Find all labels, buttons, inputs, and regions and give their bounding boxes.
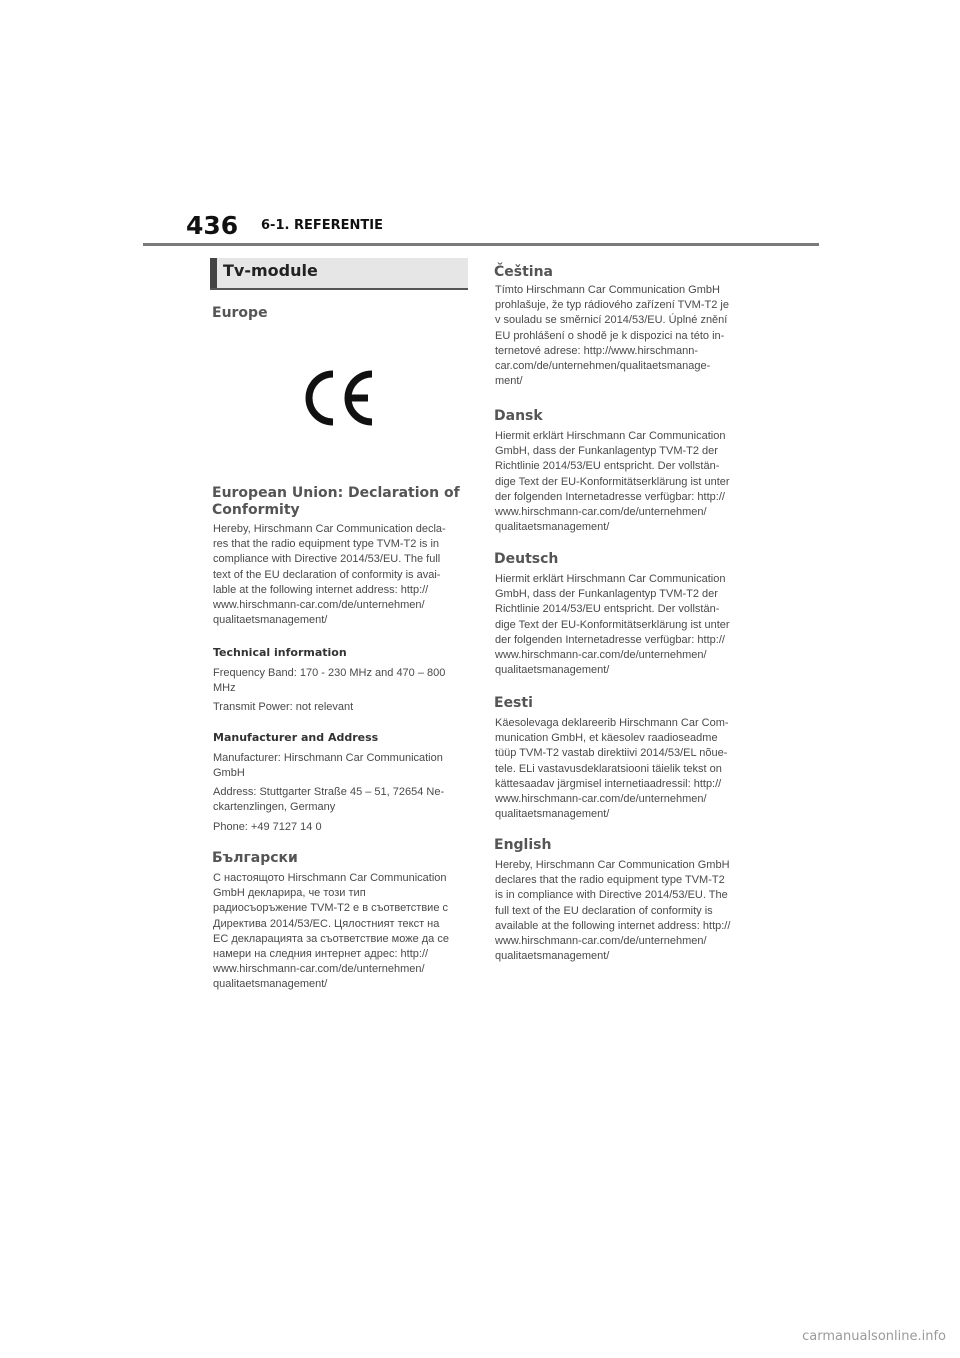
english-heading: English (494, 837, 552, 853)
german-text: Hiermit erklärt Hirschmann Car Communication GmbH, dass der Funkanlagentyp TVM-T2 der Richtlinie 2014/53/EU entspricht. Der vollstän- dige Text der EU-Konformitätserklärung ist unter der folgenden Internetadresse verfügbar: http:// www.hirschmann-car.com/de/unternehmen/ qualitaetsmanagement/ (495, 573, 730, 677)
europe-heading: Europe (212, 305, 268, 321)
frequency-band-text: Frequency Band: 170 - 230 MHz and 470 – 800 MHz (213, 667, 446, 695)
czech-heading: Čeština (494, 264, 554, 280)
eu-declaration-heading: European Union: Declaration of Conformity (212, 485, 460, 518)
bulgarian-text: С настоящото Hirschmann Car Communication GmbH декларира, че този тип радиосъоръжение TVM-T2 е в съответствие с Директива 2014/53/ЕС. Цялостният текст на ЕС декларацията за съответствие може да се намери на следния интернет адрес: http:// www.hirschmann-car.com/de/unternehmen/ qualitaetsmanagement/ (213, 872, 449, 991)
danish-heading: Dansk (494, 408, 543, 424)
estonian-heading: Eesti (494, 695, 533, 711)
manufacturer-heading: Manufacturer and Address (213, 731, 379, 744)
transmit-power-text: Transmit Power: not relevant (213, 701, 354, 713)
manufacturer-name-text: Manufacturer: Hirschmann Car Communication GmbH (213, 752, 443, 780)
danish-text: Hiermit erklärt Hirschmann Car Communication GmbH, dass der Funkanlagentyp TVM-T2 der Richtlinie 2014/53/EU entspricht. Der vollstän- dige Text der EU-Konformitätserklärung ist unter der folgenden Internetadresse verfügbar: http:// www.hirschmann-car.com/de/unternehmen/ qualitaetsmanagement/ (495, 430, 730, 534)
section-title: 6-1. REFERENTIE (261, 218, 383, 233)
english-text: Hereby, Hirschmann Car Communication GmbH declares that the radio equipment type TVM-T2 is in compliance with Directive 2014/53/EU. The full text of the EU declaration of conformity is available at the following internet address: http:// www.hirschmann-car.com/de/unternehmen/ qualitaetsmanagement/ (495, 859, 731, 963)
czech-text: Tímto Hirschmann Car Communication GmbH prohlašuje, že typ rádiového zařízení TVM-T2 je v souladu se směrnicí 2014/53/EU. Úplné znění EU prohlášení o shodě je k dispozici na této in- ternetové adrese: http://www.hirschmann- car.com/de/unternehmen/qualitaetsmanage- ment/ (495, 284, 729, 388)
watermark: carmanualsonline.info (802, 1329, 946, 1344)
estonian-text: Käesolevaga deklareerib Hirschmann Car Com- munication GmbH, et käesolev raadioseadme tüüp TVM-T2 vastab direktiivi 2014/53/EL nõue- tele. ELi vastavusdeklaratsiooni täielik tekst on kättesaadav järgmisel internetiaadressil: http:// www.hirschmann-car.com/de/unternehmen/ qualitaetsmanagement/ (495, 717, 729, 821)
header-rule (143, 243, 819, 246)
german-heading: Deutsch (494, 551, 559, 567)
ce-mark-icon (300, 368, 378, 428)
module-title: Tv-module (223, 261, 318, 280)
technical-info-heading: Technical information (213, 646, 347, 659)
page-number: 436 (186, 211, 239, 240)
eu-declaration-text: Hereby, Hirschmann Car Communication decla- res that the radio equipment type TVM-T2 is in compliance with Directive 2014/53/EU. The full text of the EU declaration of conformity is avai- lable at the following internet address: http:// www.hirschmann-car.com/de/unternehmen/ qualitaetsmanagement/ (213, 523, 446, 627)
bulgarian-heading: Български (212, 850, 298, 866)
module-title-underline (210, 288, 468, 290)
manufacturer-phone-text: Phone: +49 7127 14 0 (213, 821, 322, 833)
manufacturer-address-text: Address: Stuttgarter Straße 45 – 51, 72654 Ne- ckartenzlingen, Germany (213, 786, 445, 814)
